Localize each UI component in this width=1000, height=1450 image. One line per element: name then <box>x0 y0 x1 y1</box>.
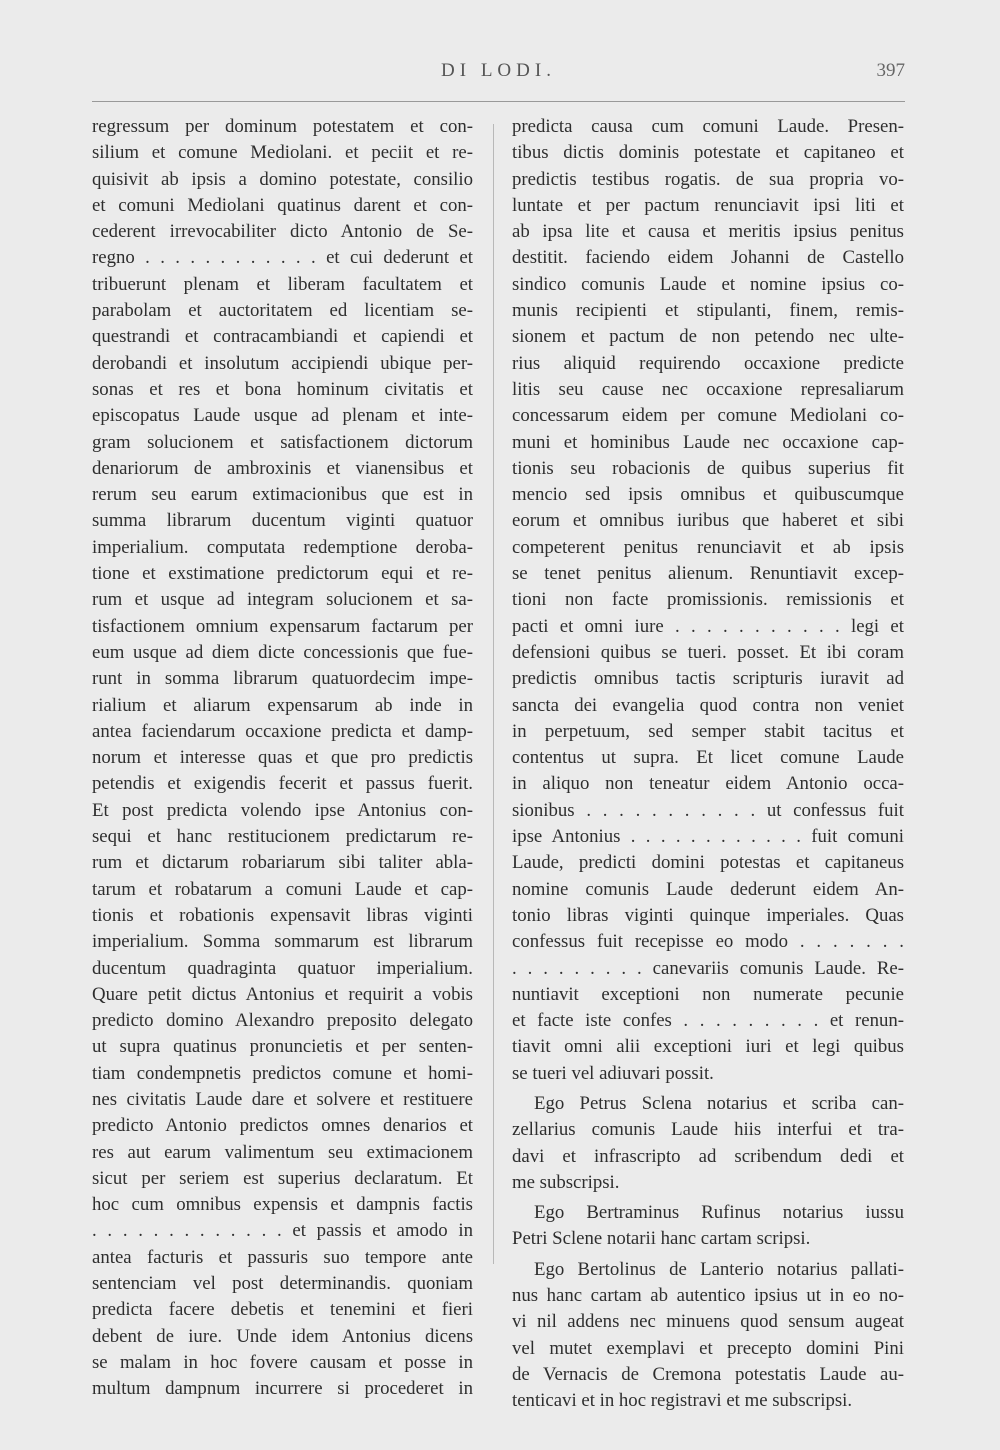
text-line: tenticavi et in hoc registravi et me subscripsi. <box>512 1390 853 1412</box>
text-line: silium et comune Mediolani. et peciit et re- <box>92 142 473 164</box>
text-line: me subscripsi. <box>512 1171 620 1193</box>
text-line: Laude, predicti domini potestas et capitaneus <box>512 852 904 874</box>
text-line: petendis et exigendis fecerit et passus fuerit. <box>92 773 473 795</box>
text-line: tarum et robatarum a comuni Laude et cap- <box>92 878 473 900</box>
text-line: antea facturis et passuris suo tempore ante <box>92 1246 473 1268</box>
text-line: eorum et omnibus iuribus que haberet et sibi <box>512 510 904 532</box>
page-header <box>92 60 905 90</box>
header-rule <box>92 101 905 102</box>
text-line: muni et hominibus Laude nec occaxione cap- <box>512 431 904 453</box>
text-line: rerum seu earum extimacionibus que est in <box>92 484 473 506</box>
text-line: predicta facere debetis et tenemini et fieri <box>92 1299 473 1321</box>
text-line: regressum per dominum potestatem et con- <box>92 116 473 137</box>
text-line: sionem et pactum de non petendo nec ulte- <box>512 326 904 348</box>
left-column <box>92 114 473 1403</box>
paragraph <box>92 114 473 1403</box>
text-line: derobandi et insolutum accipiendi ubique per- <box>92 352 473 374</box>
text-line: sindico comunis Laude et nomine ipsius co- <box>512 273 904 295</box>
text-line: summa librarum ducentum viginti quatuor <box>92 510 473 532</box>
text-line: predicta causa cum comuni Laude. Presen- <box>512 116 904 137</box>
text-line: Et post predicta volendo ipse Antonius con- <box>92 799 473 821</box>
text-line: pacti et omni iure . . . . . . . . . . . legi et <box>512 615 904 637</box>
text-line: tonio libras viginti quinque imperiales. Quas <box>512 904 904 926</box>
text-line: munis recipienti et stipulanti, finem, remis- <box>512 300 904 322</box>
text-line: rum et usque ad integram solucionem et sa- <box>92 589 473 611</box>
text-line: et facte iste confes . . . . . . . . . et renun- <box>512 1010 904 1032</box>
text-line: vel mutet exemplavi et precepto domini Pini <box>512 1337 904 1359</box>
text-line: nus hanc cartam ab autentico ipsius ut in eo no- <box>512 1285 904 1307</box>
text-line: sequi et hanc restitucionem predictarum re- <box>92 826 473 848</box>
text-line: res aut earum valimentum seu extimacionem <box>92 1141 473 1163</box>
text-line: sentenciam vel post determinandis. quoniam <box>92 1273 473 1295</box>
text-line: eum usque ad diem dicte concessionis que fue- <box>92 641 473 663</box>
text-line: norum et interesse quas et que pro predictis <box>92 747 473 769</box>
text-line: vi nil addens nec minuens quod sensum augeat <box>512 1311 904 1333</box>
text-line: debent de iure. Unde idem Antonius dicens <box>92 1325 473 1347</box>
text-line: rius aliquid requirendo occaxione predicte <box>512 352 904 374</box>
text-line: sonas et res et bona hominum civitatis et <box>92 378 473 400</box>
text-line: sicut per seriem est superius declaratum. Et <box>92 1167 473 1189</box>
text-line: litis seu cause nec occaxione represaliarum <box>512 378 904 400</box>
column-divider <box>493 124 494 1264</box>
page-number: 397 <box>876 60 905 81</box>
text-line: gram solucionem et satisfactionem dictorum <box>92 431 473 453</box>
text-line: competerent penitus renunciavit et ab ipsis <box>512 536 904 558</box>
paragraph <box>512 1091 904 1196</box>
text-line: luntate et per pactum renunciavit ipsi liti et <box>512 194 904 216</box>
text-line: rum et dictarum robariarum sibi taliter abla- <box>92 852 473 874</box>
text-line: rialium et aliarum expensarum ab inde in <box>92 694 473 716</box>
text-line: se tenet penitus alienum. Renuntiavit excep- <box>512 563 904 585</box>
text-line: tionis seu robacionis de quibus superius fit <box>512 457 904 479</box>
text-line: nomine comunis Laude dederunt eidem An- <box>512 878 904 900</box>
text-line: predicto Antonio predictos omnes denarios et <box>92 1115 473 1137</box>
paragraph <box>512 1257 904 1415</box>
text-line: sancta dei evangelia quod contra non veniet <box>512 694 904 716</box>
text-line: ipse Antonius . . . . . . . . . . . . fuit comuni <box>512 826 904 848</box>
text-line: tribuerunt plenam et liberam facultatem et <box>92 273 473 295</box>
text-line: contentus ut supra. Et licet comune Laude <box>512 747 904 769</box>
text-line: confessus fuit recepisse eo modo . . . . . . . <box>512 931 904 953</box>
text-line: ut supra quatinus pronuncietis et per senten- <box>92 1036 473 1058</box>
paragraph <box>512 1200 904 1253</box>
text-line: questrandi et contracambiandi et capiendi et <box>92 326 473 348</box>
text-line: sionibus . . . . . . . . . . . ut confessus fuit <box>512 799 904 821</box>
text-line: imperialium. Somma sommarum est librarum <box>92 931 473 953</box>
text-line: tisfactionem omnium expensarum factarum per <box>92 615 473 637</box>
text-line: concessarum eidem per comune Mediolani co- <box>512 405 904 427</box>
text-line: tione et exstimatione predictorum equi et re- <box>92 563 473 585</box>
text-line: destitit. faciendo eidem Johanni de Castello <box>512 247 904 269</box>
text-line: se malam in hoc fovere causam et posse in <box>92 1351 473 1373</box>
text-line: de Vernacis de Cremona potestatis Laude au- <box>512 1363 904 1385</box>
text-line: parabolam et auctoritatem ed licentiam se- <box>92 300 473 322</box>
text-line: predicto domino Alexandro preposito delegato <box>92 1010 473 1032</box>
text-line: Quare petit dictus Antonius et requirit a vobis <box>92 983 473 1005</box>
text-line: in perpetuum, sed semper stabit tacitus et <box>512 720 904 742</box>
text-line: predictis omnibus tactis scripturis iuravit ad <box>512 668 904 690</box>
text-line: Ego Bertraminus Rufinus notarius iussu <box>534 1202 904 1224</box>
text-line: hoc cum omnibus expensis et dampnis factis <box>92 1194 473 1216</box>
text-line: tionis et robationis expensavit libras viginti <box>92 904 473 926</box>
text-line: tiam condempnetis predictos comune et homi- <box>92 1062 473 1084</box>
text-line: antea faciendarum occaxione predicta et damp- <box>92 720 473 742</box>
text-line: mencio sed ipsis omnibus et quibuscumque <box>512 484 904 506</box>
text-line: imperialium. computata redemptione deroba- <box>92 536 473 558</box>
right-column <box>512 114 904 1415</box>
text-line: Ego Bertolinus de Lanterio notarius pallati- <box>534 1258 904 1280</box>
text-line: se tueri vel adiuvari possit. <box>512 1062 714 1084</box>
text-line: multum dampnum incurrere si procederet in <box>92 1378 473 1400</box>
text-line: in aliquo non teneatur eidem Antonio occa- <box>512 773 904 795</box>
running-head: DI LODI. <box>441 60 556 81</box>
text-line: defensioni quibus se tueri. posset. Et ibi coram <box>512 641 904 663</box>
text-line: . . . . . . . . . . . . . et passis et amodo in <box>92 1220 473 1242</box>
text-line: Petri Sclene notarii hanc cartam scripsi. <box>512 1228 811 1250</box>
text-line: regno . . . . . . . . . . . . et cui dederunt et <box>92 247 473 269</box>
text-line: tiavit omni alii exceptioni iuri et legi quibus <box>512 1036 904 1058</box>
text-line: denariorum de ambroxinis et vianensibus et <box>92 457 473 479</box>
text-line: zellarius comunis Laude hiis interfui et tra- <box>512 1119 904 1141</box>
text-line: tibus dictis dominis potestate et capitaneo et <box>512 142 904 164</box>
text-line: et comuni Mediolani quatinus darent et con- <box>92 194 473 216</box>
paragraph <box>512 114 904 1087</box>
text-line: runt in somma librarum quatuordecim impe- <box>92 668 473 690</box>
text-line: Ego Petrus Sclena notarius et scriba can- <box>534 1092 904 1114</box>
text-line: nuntiavit exceptioni non numerate pecunie <box>512 983 904 1005</box>
text-line: quisivit ab ipsis a domino potestate, consilio <box>92 168 473 190</box>
text-line: . . . . . . . . . canevariis comunis Laude. Re- <box>512 957 904 979</box>
text-line: ab ipsa lite et causa et meritis ipsius penitus <box>512 221 904 243</box>
text-line: episcopatus Laude usque ad plenam et inte- <box>92 405 473 427</box>
text-line: davi et infrascripto ad scribendum dedi et <box>512 1145 904 1167</box>
text-line: tioni non facte promissionis. remissionis et <box>512 589 904 611</box>
text-line: predictis testibus rogatis. de sua propria vo- <box>512 168 904 190</box>
text-line: cederent irrevocabiliter dicto Antonio de Se- <box>92 221 473 243</box>
text-line: ducentum quadraginta quatuor imperialium. <box>92 957 473 979</box>
text-line: nes civitatis Laude dare et solvere et restituere <box>92 1088 473 1110</box>
